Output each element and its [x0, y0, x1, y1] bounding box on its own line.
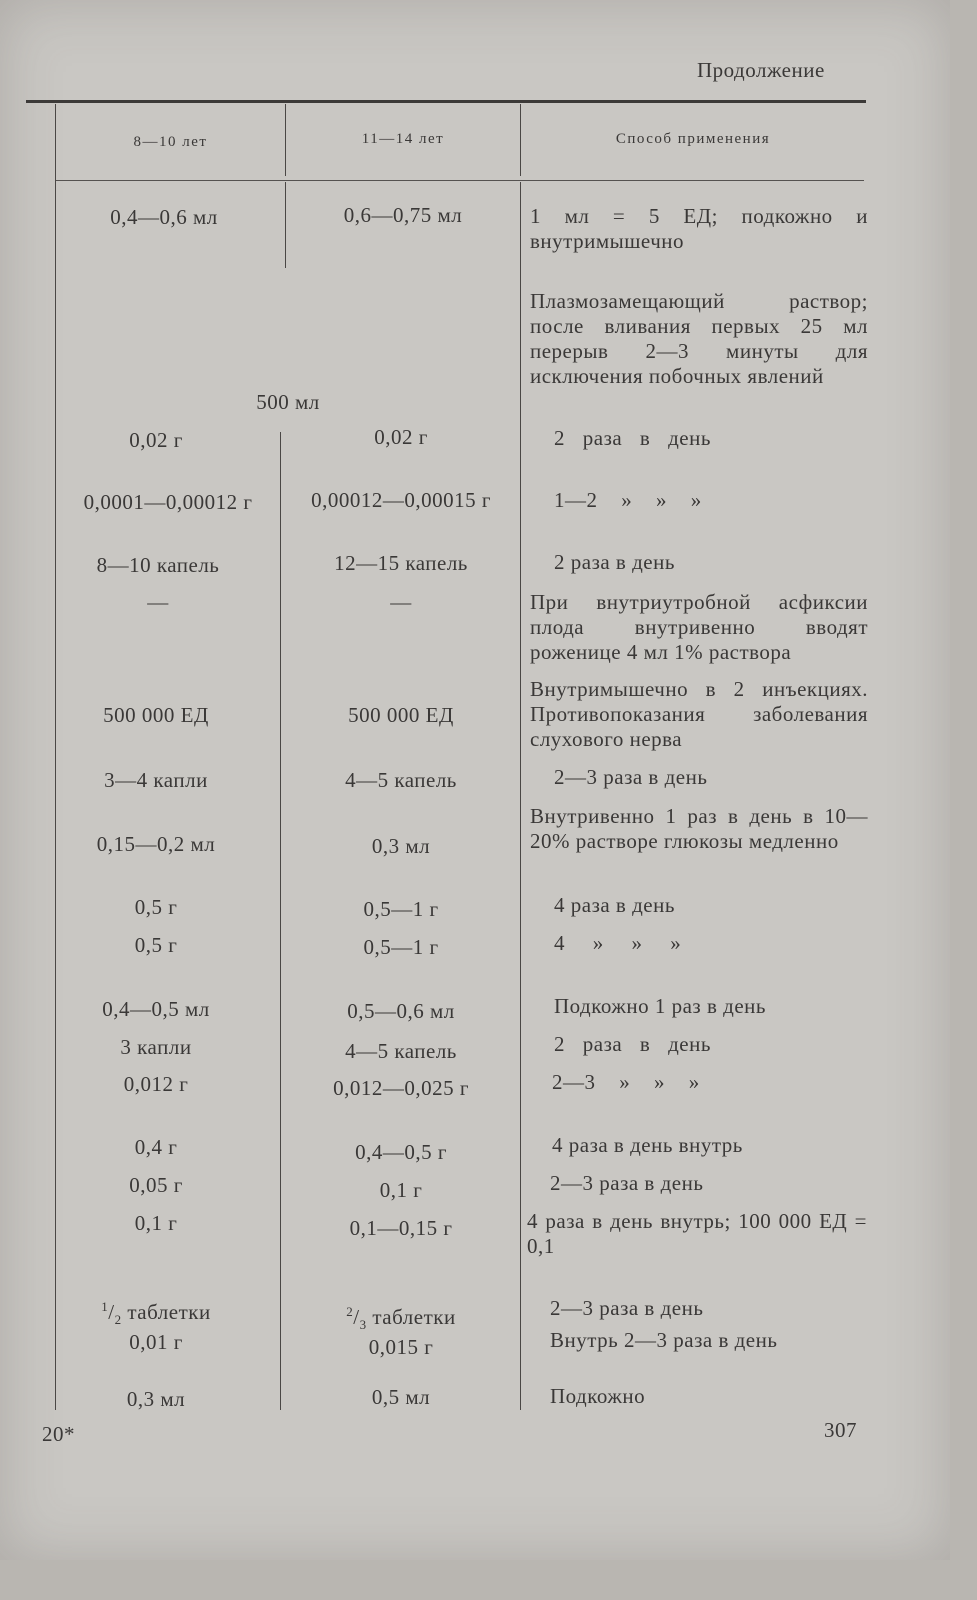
row-5-col1: —: [147, 590, 169, 614]
row-14-method: 4 раза в день внутрь: [552, 1133, 743, 1157]
row-0-col1: 0,4—0,6 мл: [110, 205, 218, 229]
row-11-method: Подкожно 1 раз в день: [554, 994, 766, 1018]
row-6-col2: 500 000 ЕД: [348, 703, 454, 727]
column-divider-2: [520, 182, 521, 1410]
row-6-col1: 500 000 ЕД: [103, 703, 209, 727]
row-7-col1: 3—4 капли: [104, 768, 208, 792]
row-12-method: 2 раза в день: [554, 1032, 711, 1056]
row-4-col1: 8—10 капель: [96, 553, 220, 577]
row-8-col1: 0,15—0,2 мл: [96, 832, 216, 856]
row-1-method: Плазмозамещающий раствор; после вливания первых 25 мл перерыв 2—3 минуты для исключения побочных явлений: [530, 289, 868, 388]
row-11-col1: 0,4—0,5 мл: [102, 997, 210, 1021]
row-0-method: 1 мл = 5 ЕД; подкожно и внутримышечно: [530, 204, 868, 253]
row-17-method: 2—3 раза в день: [550, 1296, 704, 1320]
fraction-denominator: 2: [114, 1312, 122, 1328]
row-0-col2: 0,6—0,75 мл: [343, 203, 463, 227]
tablet-word: таблетки: [372, 1305, 456, 1329]
table-top-rule: [26, 100, 866, 103]
row-10-col1: 0,5 г: [134, 933, 178, 957]
row-15-col2: 0,1 г: [379, 1178, 423, 1202]
header-method: Способ применения: [615, 131, 771, 147]
row-3-col2: 0,00012—0,00015 г: [311, 488, 491, 512]
row-10-col2: 0,5—1 г: [363, 935, 439, 959]
tablet-word: таблетки: [127, 1300, 211, 1324]
signature-mark: 20*: [42, 1422, 75, 1446]
row-16-method: 4 раза в день внутрь; 100 000 ЕД = 0,1: [527, 1209, 867, 1258]
row-5-method: При внутриутробной асфиксии плода внутривенно вводят роженице 4 мл 1% раствора: [530, 590, 868, 664]
row-17-col1: $^1/_2$ таблетки: [101, 1299, 211, 1328]
row-18-col2: 0,015 г: [368, 1335, 434, 1359]
column-divider-1b: [280, 432, 281, 1410]
row-12-col1: 3 капли: [120, 1035, 192, 1059]
row-15-method: 2—3 раза в день: [550, 1171, 704, 1195]
fraction-denominator: 3: [359, 1317, 367, 1333]
row-7-col2: 4—5 капель: [345, 768, 457, 792]
row-18-col1: 0,01 г: [129, 1330, 183, 1354]
row-8-col2: 0,3 мл: [371, 834, 431, 858]
row-10-method: 4 » » »: [554, 931, 682, 955]
row-4-method: 2 раза в день: [554, 550, 675, 574]
row-9-col1: 0,5 г: [134, 895, 178, 919]
header-age-8-10: 8—10 лет: [133, 134, 208, 150]
header-bottom-rule: [56, 180, 864, 181]
row-13-method: 2—3 » » »: [552, 1070, 700, 1094]
continuation-label: Продолжение: [697, 58, 825, 82]
row-14-col2: 0,4—0,5 г: [355, 1140, 447, 1164]
row-2-method: 2 раза в день: [554, 426, 711, 450]
row-19-col1: 0,3 мл: [126, 1387, 186, 1411]
row-15-col1: 0,05 г: [129, 1173, 183, 1197]
row-1-span-dose: 500 мл: [256, 390, 320, 414]
row-11-col2: 0,5—0,6 мл: [347, 999, 455, 1023]
row-9-col2: 0,5—1 г: [363, 897, 439, 921]
row-19-col2: 0,5 мл: [371, 1385, 431, 1409]
row-17-col2: $^2/_3$ таблетки: [346, 1304, 456, 1333]
row-13-col1: 0,012 г: [123, 1072, 189, 1096]
row-12-col2: 4—5 капель: [345, 1039, 457, 1063]
fraction-numerator: 1: [101, 1299, 109, 1314]
row-2-col1: 0,02 г: [129, 428, 183, 452]
row-3-col1: 0,0001—0,00012 г: [83, 490, 253, 514]
row-7-method: 2—3 раза в день: [554, 765, 708, 789]
row-3-method: 1—2 » » »: [554, 488, 702, 512]
header-age-11-14: 11—14 лет: [361, 131, 445, 147]
page-number: 307: [824, 1418, 857, 1442]
row-5-col2: —: [390, 590, 412, 614]
row-2-col2: 0,02 г: [374, 425, 428, 449]
row-19-method: Подкожно: [550, 1384, 646, 1408]
row-6-method: Внутримышечно в 2 инъекциях. Противопоказания заболевания слухового нерва: [530, 677, 868, 751]
row-9-method: 4 раза в день: [554, 893, 675, 917]
row-16-col1: 0,1 г: [134, 1211, 178, 1235]
fraction-numerator: 2: [346, 1304, 354, 1319]
row-14-col1: 0,4 г: [134, 1135, 178, 1159]
row-13-col2: 0,012—0,025 г: [333, 1076, 469, 1100]
row-8-method: Внутривенно 1 раз в день в 10—20% растворе глюкозы медленно: [530, 804, 868, 853]
row-4-col2: 12—15 капель: [334, 551, 468, 575]
row-16-col2: 0,1—0,15 г: [349, 1216, 453, 1240]
row-18-method: Внутрь 2—3 раза в день: [550, 1328, 778, 1352]
